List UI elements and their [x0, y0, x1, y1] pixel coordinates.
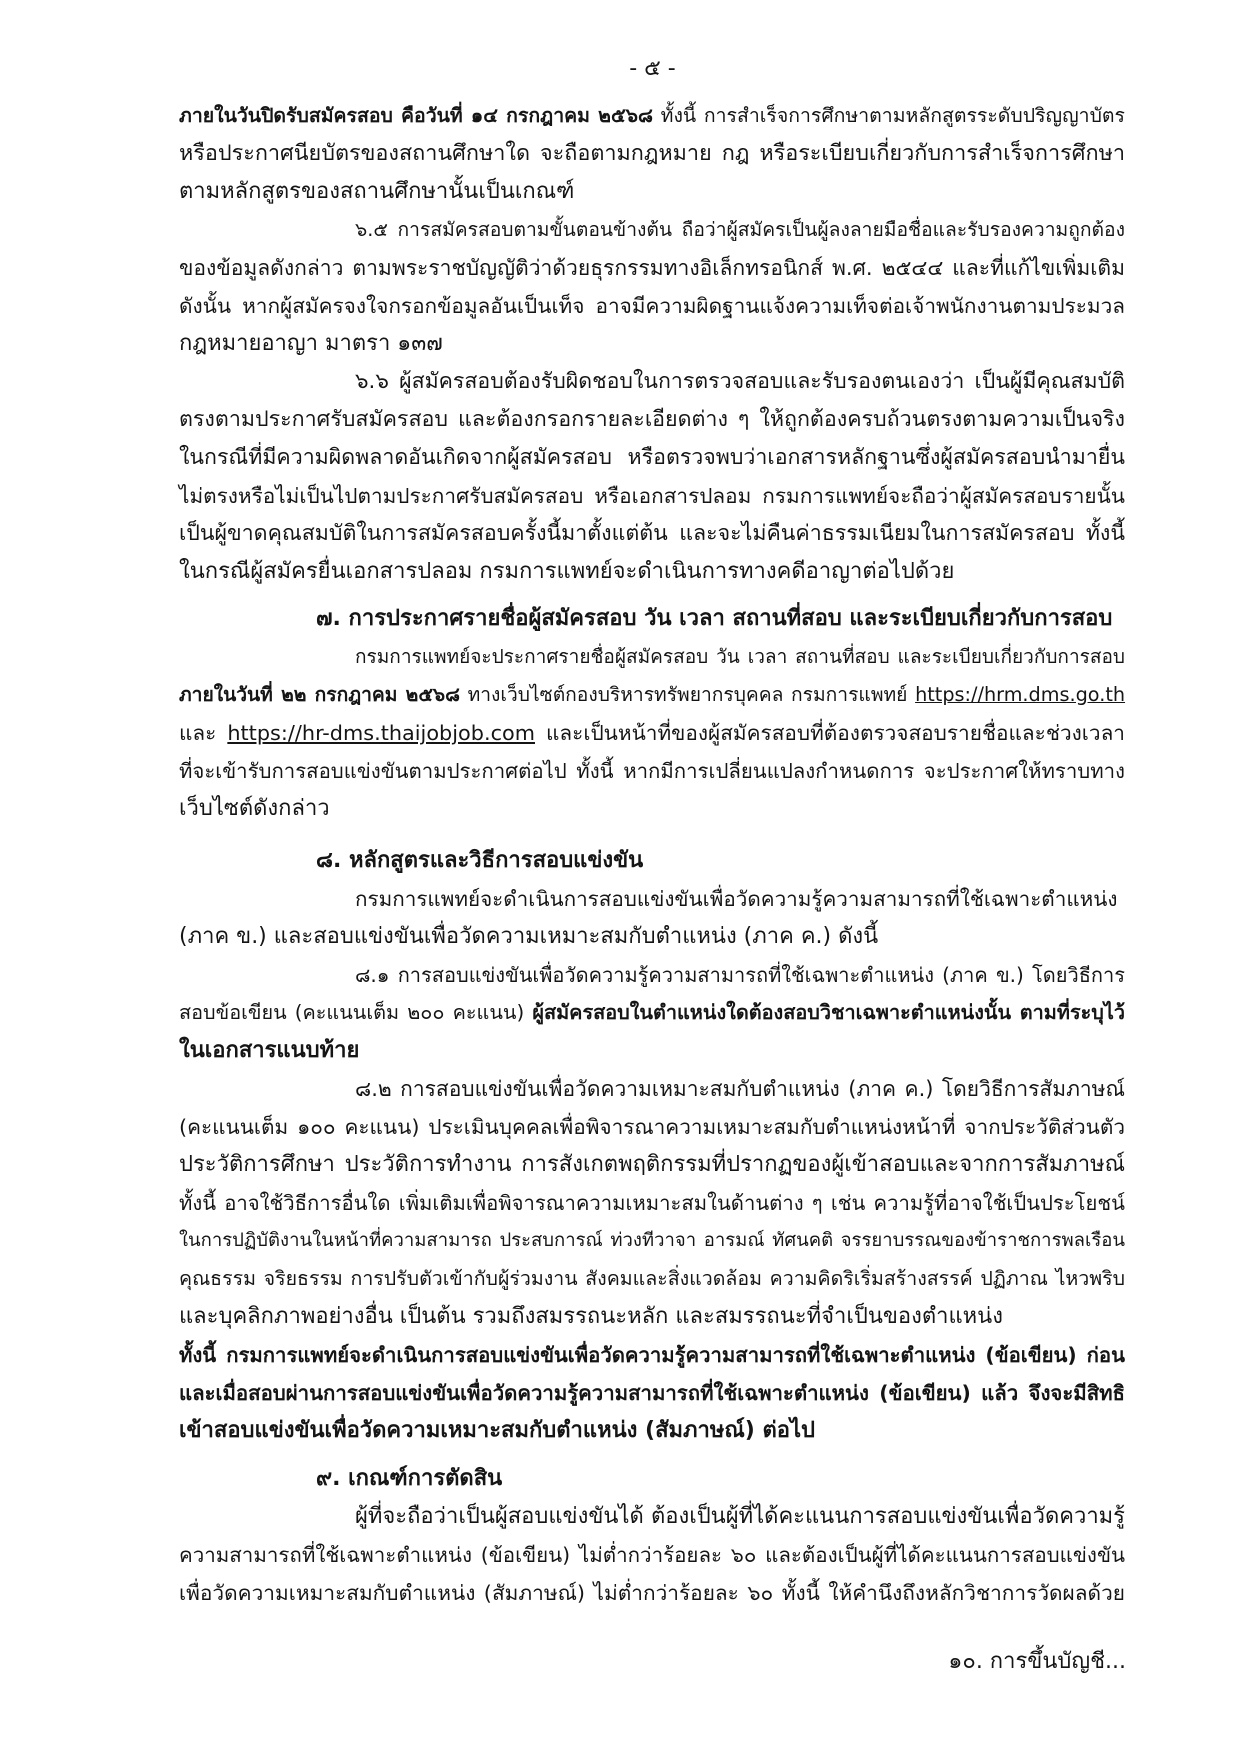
- text-line: เป็นผู้ขาดคุณสมบัติในการสมัครสอบครั้งนี้มาตั้งแต่ต้น และจะไม่คืนค่าธรรมเนียมในการสมัครสอบ ทั้งนี้: [179, 521, 1125, 546]
- text-line: ความสามารถที่ใช้เฉพาะตำแหน่ง (ข้อเขียน) ไม่ต่ำกว่าร้อยละ ๖๐ และต้องเป็นผู้ที่ได้คะแนนการสอบแข่งขัน: [179, 1543, 1125, 1567]
- text-line: ๘.๑ การสอบแข่งขันเพื่อวัดความรู้ความสามารถที่ใช้เฉพาะตำแหน่ง (ภาค ข.) โดยวิธีการ: [355, 963, 1125, 987]
- text-line: ผู้ที่จะถือว่าเป็นผู้สอบแข่งขันได้ ต้องเป็นผู้ที่ได้คะแนนการสอบแข่งขันเพื่อวัดความรู้: [355, 1504, 1125, 1529]
- text-line: ตามหลักสูตรของสถานศึกษานั้นเป็นเกณฑ์: [179, 179, 575, 204]
- text-line: ๖.๖ ผู้สมัครสอบต้องรับผิดชอบในการตรวจสอบและรับรองตนเองว่า เป็นผู้มีคุณสมบัติ: [355, 369, 1125, 394]
- section-8-note-paragraph: [179, 1336, 1126, 1450]
- text-line: หรือประกาศนียบัตรของสถานศึกษาใด จะถือตามกฎหมาย กฎ หรือระเบียบเกี่ยวกับการสำเร็จการศึกษา: [179, 141, 1125, 166]
- clause-8-1-paragraph: [179, 956, 1126, 1070]
- document-body: [179, 97, 1126, 1612]
- thaijobjob-website-link[interactable]: https://hr-dms.thaijobjob.com: [227, 721, 535, 745]
- bold-text: ผู้สมัครสอบในตำแหน่งใดต้องสอบวิชาเฉพาะตำแหน่งนั้น ตามที่ระบุไว้: [532, 1001, 1125, 1024]
- text-line: ในกรณีผู้สมัครยื่นเอกสารปลอม กรมการแพทย์จะดำเนินการทางคดีอาญาต่อไปด้วย: [179, 559, 955, 584]
- text-line: [179, 97, 1126, 135]
- text-line: ของข้อมูลดังกล่าว ตามพระราชบัญญัติว่าด้วยธุรกรรมทางอิเล็กทรอนิกส์ พ.ศ. ๒๕๔๔ และที่แก้ไขเพิ่มเติม: [179, 255, 1125, 280]
- bold-text-line: เข้าสอบแข่งขันเพื่อวัดความเหมาะสมกับตำแหน่ง (สัมภาษณ์) ต่อไป: [179, 1418, 816, 1443]
- text-line: [179, 714, 1126, 752]
- text-line: เพื่อวัดความเหมาะสมกับตำแหน่ง (สัมภาษณ์) ไม่ต่ำกว่าร้อยละ ๖๐ ทั้งนี้ ให้คำนึงถึงหลักวิชาการวัดผลด้วย: [179, 1581, 1125, 1605]
- text-segment: และ: [179, 721, 217, 745]
- text-line: ไม่ตรงหรือไม่เป็นไปตามประกาศรับสมัครสอบ หรือเอกสารปลอม กรมการแพทย์จะถือว่าผู้สมัครสอบรายนั้น: [179, 484, 1125, 508]
- text-line: ที่จะเข้ารับการสอบแข่งขันตามประกาศต่อไป ทั้งนี้ หากมีการเปลี่ยนแปลงกำหนดการ จะประกาศให้ทราบทาง: [179, 759, 1125, 783]
- text-line: ประวัติการศึกษา ประวัติการทำงาน การสังเกตพฤติกรรมที่ปรากฏของผู้เข้าสอบและจากการสัมภาษณ์: [179, 1152, 1125, 1177]
- clause-8-2-paragraph: [179, 1070, 1126, 1336]
- bold-text-line: ในเอกสารแนบท้าย: [179, 1038, 360, 1063]
- bold-text-line: ทั้งนี้ กรมการแพทย์จะดำเนินการสอบแข่งขันเพื่อวัดความรู้ความสามารถที่ใช้เฉพาะตำแหน่ง (ข้อเขียน) ก่อน: [179, 1343, 1125, 1367]
- text-line: ดังนั้น หากผู้สมัครจงใจกรอกข้อมูลอันเป็นเท็จ อาจมีความผิดฐานแจ้งความเท็จต่อเจ้าพนักงานตามประมวล: [179, 294, 1125, 318]
- text-line: ตรงตามประกาศรับสมัครสอบ และต้องกรอกรายละเอียดต่าง ๆ ให้ถูกต้องครบถ้วนตรงตามความเป็นจริง: [179, 407, 1125, 432]
- bold-text-line: และเมื่อสอบผ่านการสอบแข่งขันเพื่อวัดความรู้ความสามารถที่ใช้เฉพาะตำแหน่ง (ข้อเขียน) แล้ว จึงจะมีสิทธิ: [179, 1381, 1125, 1405]
- clause-6-continued-paragraph: [179, 97, 1126, 211]
- text-segment: และเป็นหน้าที่ของผู้สมัครสอบที่ต้องตรวจสอบรายชื่อและช่วงเวลา: [546, 721, 1125, 745]
- text-segment: ทางเว็บไซต์กองบริหารทรัพยากรบุคคล กรมการแพทย์: [467, 683, 908, 706]
- text-segment: สอบข้อเขียน (คะแนนเต็ม ๒๐๐ คะแนน): [179, 1001, 525, 1024]
- text-line: ๘.๒ การสอบแข่งขันเพื่อวัดความเหมาะสมกับตำแหน่ง (ภาค ค.) โดยวิธีการสัมภาษณ์: [355, 1077, 1125, 1101]
- section-8-heading: ๘. หลักสูตรและวิธีการสอบแข่งขัน: [316, 848, 644, 873]
- text-line: ในการปฏิบัติงานในหน้าที่ความสามารถ ประสบการณ์ ท่วงทีวาจา อารมณ์ ทัศนคติ จรรยาบรรณของข้าราชการพลเรือน: [179, 1230, 1125, 1251]
- clause-6-6-paragraph: [179, 363, 1126, 591]
- text-line: ในกรณีที่มีความผิดพลาดอันเกิดจากผู้สมัครสอบ หรือตรวจพบว่าเอกสารหลักฐานซึ่งผู้สมัครสอบนำมายื่น: [179, 445, 1125, 470]
- text-line: ทั้งนี้ อาจใช้วิธีการอื่นใด เพิ่มเติมเพื่อพิจารณาความเหมาะสมในด้านต่าง ๆ เช่น ความรู้ที่อาจใช้เป็นประโยชน์: [179, 1191, 1125, 1215]
- text-line: กรมการแพทย์จะดำเนินการสอบแข่งขันเพื่อวัดความรู้ความสามารถที่ใช้เฉพาะตำแหน่ง: [355, 887, 1118, 911]
- text-line: ๖.๕ การสมัครสอบตามขั้นตอนข้างต้น ถือว่าผู้สมัครเป็นผู้ลงลายมือชื่อและรับรองความถูกต้อง: [355, 218, 1125, 241]
- announcement-date-bold: ภายในวันที่ ๒๒ กรกฎาคม ๒๕๖๘: [179, 683, 460, 706]
- clause-6-5-paragraph: [179, 211, 1126, 363]
- section-7: [179, 600, 1126, 828]
- text-line: คุณธรรม จริยธรรม การปรับตัวเข้ากับผู้ร่วมงาน สังคมและสิ่งแวดล้อม ความคิดริเริ่มสร้างสรรค์ ปฏิภาณ ไหวพริบ: [179, 1267, 1125, 1290]
- section-7-heading: ๗. การประกาศรายชื่อผู้สมัครสอบ วัน เวลา สถานที่สอบ และระเบียบเกี่ยวกับการสอบ: [316, 606, 1113, 631]
- text-line: (คะแนนเต็ม ๑๐๐ คะแนน) ประเมินบุคคลเพื่อพิจารณาความเหมาะสมกับตำแหน่งหน้าที่ จากประวัติส่วนตัว: [179, 1115, 1125, 1139]
- hrm-website-link[interactable]: https://hrm.dms.go.th: [915, 683, 1126, 706]
- text-line: (ภาค ข.) และสอบแข่งขันเพื่อวัดความเหมาะสมกับตำแหน่ง (ภาค ค.) ดังนี้: [179, 924, 879, 949]
- text-segment: ทั้งนี้ การสำเร็จการศึกษาตามหลักสูตรระดับปริญญาบัตร: [660, 104, 1125, 127]
- section-8: [179, 842, 1126, 956]
- text-line: กรมการแพทย์จะประกาศรายชื่อผู้สมัครสอบ วัน เวลา สถานที่สอบ และระเบียบเกี่ยวกับการสอบ: [355, 646, 1125, 668]
- text-line: และบุคลิกภาพอย่างอื่น เป็นต้น รวมถึงสมรรถนะหลัก และสมรรถนะที่จำเป็นของตำแหน่ง: [179, 1304, 1003, 1329]
- text-line: [179, 676, 1126, 714]
- next-page-catchword: ๑๐. การขึ้นบัญชี...: [948, 1649, 1126, 1674]
- text-line: เว็บไซต์ดังกล่าว: [179, 796, 330, 821]
- application-deadline-bold: ภายในวันปิดรับสมัครสอบ คือวันที่ ๑๔ กรกฎาคม ๒๕๖๘: [179, 104, 653, 127]
- text-line: กฎหมายอาญา มาตรา ๑๓๗: [179, 331, 443, 356]
- page-number: - ๕ -: [629, 56, 676, 81]
- section-9: [179, 1460, 1126, 1612]
- text-line: [179, 994, 1126, 1032]
- section-9-heading: ๙. เกณฑ์การตัดสิน: [316, 1466, 503, 1491]
